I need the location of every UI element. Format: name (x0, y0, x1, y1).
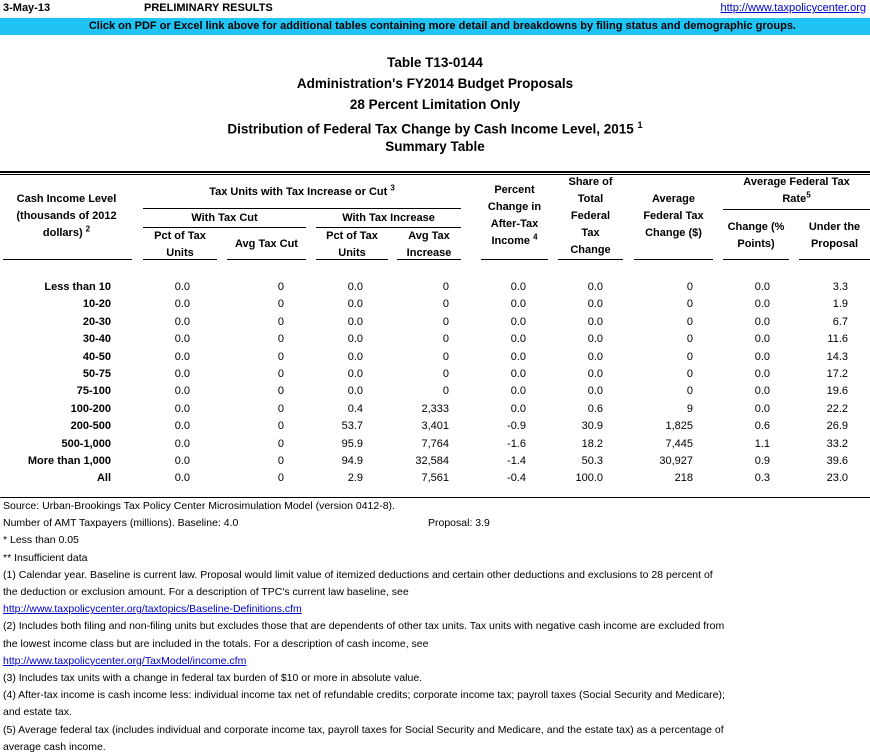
rule-tax-units (143, 208, 461, 209)
col-cut-pct-l1: Pct of Tax (154, 230, 206, 242)
footnote-1-cont: the deduction or exclusion amount. For a description of TPC's current law baseline, see (3, 586, 409, 599)
cell-cut-avg: 0 (277, 368, 284, 380)
cell-cut-pct: 0.0 (174, 402, 190, 415)
rule-inc-pct (316, 259, 388, 260)
col-pct-change-l1: Percent (494, 184, 535, 196)
cell-cut-pct: 0.0 (174, 315, 190, 328)
source-note: Source: Urban-Brookings Tax Policy Center Microsimulation Model (version 0412-8). (3, 500, 395, 512)
cell-pct-change: 0.0 (510, 402, 526, 415)
cell-inc-avg: 0 (442, 368, 449, 380)
table-row (0, 453, 870, 470)
cell-income-level: 20-30 (82, 315, 111, 328)
rule-avg-change (634, 259, 713, 260)
cell-share: 0.6 (587, 402, 603, 415)
table-row (0, 401, 870, 418)
cell-pct-change: 0.0 (510, 385, 526, 398)
cell-inc-avg: 7,561 (421, 472, 449, 485)
col-pct-change-l2: Change in (487, 201, 542, 213)
col-group-with-tax-cut: With Tax Cut (191, 212, 258, 224)
col-pct-change-l4-text: Income (491, 235, 530, 247)
cell-inc-avg: 0 (442, 385, 449, 398)
cell-inc-pct: 0.0 (347, 333, 363, 346)
cell-income-level: 10-20 (82, 298, 111, 311)
col-income-level-l1: Cash Income Level (16, 193, 117, 205)
col-income-level (0, 191, 133, 242)
col-pct-change-l4 (481, 233, 548, 250)
cell-cut-pct: 0.0 (174, 333, 190, 346)
cell-share: 0.0 (587, 385, 603, 398)
cell-pct-change: -0.9 (507, 420, 526, 433)
col-group-tax-units-text: Tax Units with Tax Increase or Cut (209, 186, 388, 198)
cell-income-level: 200-500 (70, 420, 111, 433)
footnote-4-cont: and estate tax. (3, 706, 72, 719)
cell-inc-pct: 0.4 (347, 402, 363, 415)
col-share-l3: Federal (570, 210, 611, 222)
cell-rate-change: 0.0 (754, 368, 770, 380)
cell-cut-avg: 0 (277, 472, 284, 485)
table-row (0, 436, 870, 453)
table-row (0, 279, 870, 296)
title-line-2: Administration's FY2014 Budget Proposals (296, 76, 574, 91)
cell-pct-change: 0.0 (510, 281, 526, 293)
cell-rate-change: 0.0 (754, 350, 770, 363)
cell-inc-avg: 7,764 (421, 437, 449, 450)
table-titles (0, 52, 870, 157)
cell-rate-under: 17.2 (826, 368, 848, 380)
cell-cut-pct: 0.0 (174, 350, 190, 363)
col-rate-under-l2: Proposal (810, 238, 859, 250)
footnote-5-cont: average cash income. (3, 740, 106, 753)
footnote-4: (4) After-tax income is cash income less: individual income tax net of refundable credits; corporate income tax; payroll taxes (Social Security and Medicare); (3, 689, 725, 702)
col-avg-change-l1: Average (651, 193, 695, 205)
cell-avg-change: 0 (686, 368, 693, 380)
cell-avg-change: 0 (686, 281, 693, 293)
col-cut-pct (143, 228, 217, 262)
cell-rate-under: 23.0 (826, 472, 848, 485)
less-than-note: * Less than 0.05 (3, 534, 79, 547)
col-avg-change-l2: Federal Tax (643, 210, 704, 222)
cell-inc-avg: 0 (442, 350, 449, 363)
cell-pct-change: -0.4 (507, 472, 526, 485)
cell-avg-change: 0 (686, 350, 693, 363)
cell-avg-change: 7,445 (665, 437, 693, 450)
cell-cut-pct: 0.0 (174, 437, 190, 450)
cell-rate-change: 0.0 (754, 402, 770, 415)
cell-inc-avg: 0 (442, 298, 449, 311)
footnote-ref: 5 (806, 190, 811, 200)
cell-rate-under: 1.9 (832, 298, 848, 311)
col-avg-change-l3: Change ($) (645, 227, 702, 239)
col-rate-under (799, 219, 870, 253)
cell-share: 0.0 (587, 298, 603, 311)
cell-avg-change: 1,825 (665, 420, 693, 433)
table-row (0, 349, 870, 366)
top-bar (0, 0, 870, 17)
table-row (0, 383, 870, 400)
cell-cut-avg: 0 (277, 298, 284, 311)
cell-rate-under: 33.2 (826, 437, 848, 450)
col-cut-pct-l2: Units (166, 247, 194, 259)
cell-share: 0.0 (587, 315, 603, 328)
cell-inc-avg: 0 (442, 315, 449, 328)
cell-cut-avg: 0 (277, 437, 284, 450)
table-id: Table T13-0144 (387, 55, 483, 70)
col-inc-pct (316, 228, 388, 262)
footnote-ref: 4 (533, 232, 538, 242)
cell-cut-avg: 0 (277, 350, 284, 363)
col-inc-avg-l1: Avg Tax (408, 230, 450, 242)
amt-proposal: Proposal: 3.9 (428, 517, 490, 530)
cell-inc-pct: 0.0 (347, 281, 363, 293)
cell-rate-change: 0.0 (754, 298, 770, 311)
cell-share: 50.3 (581, 455, 603, 467)
col-cut-avg: Avg Tax Cut (235, 238, 298, 250)
cell-inc-avg: 2,333 (421, 402, 449, 415)
footnote-2: (2) Includes both filing and non-filing units but excludes those that are dependents of other tax units. Tax units with negative cash income are excluded from (3, 620, 725, 633)
cell-cut-avg: 0 (277, 315, 284, 328)
col-share-l1: Share of (568, 176, 613, 188)
cell-pct-change: 0.0 (510, 298, 526, 311)
report-date: 3-May-13 (3, 2, 51, 14)
cell-cut-pct: 0.0 (174, 385, 190, 398)
cell-share: 0.0 (587, 333, 603, 346)
cell-share: 0.0 (587, 368, 603, 380)
title-line-4-text: Distribution of Federal Tax Change by Cash Income Level, 2015 (227, 121, 634, 137)
rule-rate-change (723, 259, 789, 260)
rule-share (558, 259, 623, 260)
table-row (0, 314, 870, 331)
insufficient-note: ** Insufficient data (3, 551, 88, 564)
rule-cut-pct (143, 259, 217, 260)
cell-income-level: All (96, 472, 111, 485)
cell-rate-change: 0.0 (754, 385, 770, 398)
title-line-3: 28 Percent Limitation Only (349, 97, 521, 112)
cell-rate-change: 0.0 (754, 315, 770, 328)
cell-inc-pct: 53.7 (341, 420, 363, 433)
col-pct-change (481, 182, 548, 250)
footnote-3: (3) Includes tax units with a change in federal tax burden of $10 or more in absolute value. (3, 672, 423, 685)
cell-inc-pct: 0.0 (347, 315, 363, 328)
col-rate-under-l1: Under the (808, 221, 861, 233)
cell-rate-under: 39.6 (826, 455, 848, 467)
cell-pct-change: 0.0 (510, 350, 526, 363)
cash-income-link[interactable]: http://www.taxpolicycenter.org/TaxModel/income.cfm (3, 654, 247, 667)
cell-pct-change: -1.6 (507, 437, 526, 450)
col-share-l5: Change (570, 244, 611, 256)
cell-inc-avg: 3,401 (421, 420, 449, 433)
col-pct-change-l3: After-Tax (490, 218, 539, 230)
col-avg-change (634, 191, 713, 242)
cell-inc-pct: 0.0 (347, 350, 363, 363)
col-rate-change-l2: Points) (737, 238, 775, 250)
cell-share: 30.9 (581, 420, 603, 433)
cell-rate-under: 19.6 (826, 385, 848, 398)
col-group-with-tax-increase: With Tax Increase (342, 212, 435, 224)
col-group-avg-rate-l1: Average Federal Tax (743, 176, 850, 188)
rule-pct-change (481, 259, 548, 260)
table-row (0, 470, 870, 487)
cell-avg-change: 0 (686, 315, 693, 328)
header-top-rule (0, 171, 870, 173)
cell-rate-under: 3.3 (832, 281, 848, 293)
cell-income-level: 100-200 (70, 402, 111, 415)
table-row (0, 331, 870, 348)
cell-inc-avg: 0 (442, 333, 449, 346)
amt-baseline: Number of AMT Taxpayers (millions). Baseline: 4.0 (3, 517, 239, 530)
cell-avg-change: 0 (686, 385, 693, 398)
cell-cut-pct: 0.0 (174, 455, 190, 467)
title-line-5: Summary Table (385, 139, 485, 154)
rule-avg-rate (723, 209, 870, 210)
cell-cut-avg: 0 (277, 455, 284, 467)
cell-inc-pct: 2.9 (347, 472, 363, 485)
cell-rate-under: 6.7 (832, 315, 848, 328)
cell-share: 100.0 (575, 472, 603, 485)
col-share-l2: Total (577, 193, 604, 205)
cell-share: 0.0 (587, 350, 603, 363)
rule-inc-avg (397, 259, 461, 260)
col-inc-pct-l1: Pct of Tax (326, 230, 378, 242)
preliminary-label: PRELIMINARY RESULTS (144, 2, 273, 14)
cell-pct-change: 0.0 (510, 368, 526, 380)
col-share-l4: Tax (581, 227, 600, 239)
cell-cut-avg: 0 (277, 402, 284, 415)
col-income-level-l3-text: dollars) (42, 227, 83, 239)
cell-cut-avg: 0 (277, 385, 284, 398)
cell-cut-pct: 0.0 (174, 298, 190, 311)
cell-pct-change: 0.0 (510, 315, 526, 328)
col-income-level-l2: (thousands of 2012 (16, 210, 117, 222)
cell-rate-change: 0.6 (754, 420, 770, 433)
table-row (0, 366, 870, 383)
cell-income-level: 40-50 (82, 350, 111, 363)
col-group-tax-units (143, 184, 461, 201)
cell-cut-pct: 0.0 (174, 368, 190, 380)
baseline-definitions-link[interactable]: http://www.taxpolicycenter.org/taxtopics/Baseline-Definitions.cfm (3, 603, 302, 616)
col-inc-pct-l2: Units (338, 247, 366, 259)
col-rate-change-l1: Change (% (727, 221, 785, 233)
col-group-avg-rate (723, 174, 870, 208)
cell-avg-change: 9 (686, 402, 693, 415)
cell-avg-change: 0 (686, 298, 693, 311)
cell-cut-pct: 0.0 (174, 281, 190, 293)
cell-inc-pct: 95.9 (341, 437, 363, 450)
table-row (0, 418, 870, 435)
title-line-4 (0, 115, 870, 136)
footnote-1: (1) Calendar year. Baseline is current law. Proposal would limit value of itemized deductions and certain other deductions and exclusions to 28 percent of (3, 568, 713, 581)
col-group-avg-rate-l2 (723, 191, 870, 208)
table-row (0, 296, 870, 313)
rule-cut-avg (227, 259, 306, 260)
cell-avg-change: 0 (686, 333, 693, 346)
cell-cut-pct: 0.0 (174, 472, 190, 485)
col-rate-change (723, 219, 789, 253)
cell-rate-change: 0.0 (754, 281, 770, 293)
cell-inc-pct: 0.0 (347, 385, 363, 398)
cell-rate-under: 26.9 (826, 420, 848, 433)
cell-inc-avg: 0 (442, 281, 449, 293)
cell-income-level: 50-75 (82, 368, 111, 380)
cell-pct-change: 0.0 (510, 333, 526, 346)
cell-income-level: 30-40 (82, 333, 111, 346)
col-share (558, 174, 623, 259)
rule-income (3, 259, 132, 260)
cell-rate-change: 0.3 (754, 472, 770, 485)
cell-income-level: More than 1,000 (27, 455, 111, 467)
cell-inc-pct: 0.0 (347, 298, 363, 311)
footnote-5: (5) Average federal tax (includes individual and corporate income tax, payroll taxes for Social Security and Medicare, and the estate tax) as a percentage of (3, 723, 724, 736)
cell-rate-change: 0.9 (754, 455, 770, 467)
cell-cut-avg: 0 (277, 333, 284, 346)
footnote-ref: 2 (85, 224, 91, 234)
cell-cut-pct: 0.0 (174, 420, 190, 433)
cell-rate-change: 0.0 (754, 333, 770, 346)
cell-cut-avg: 0 (277, 420, 284, 433)
cell-rate-under: 11.6 (827, 333, 848, 346)
col-inc-avg-l2: Increase (406, 247, 452, 259)
cell-income-level: 75-100 (76, 385, 111, 398)
cell-inc-pct: 0.0 (347, 368, 363, 380)
cell-share: 18.2 (581, 437, 603, 450)
amt-note (3, 515, 868, 532)
col-inc-avg (397, 228, 461, 262)
col-group-avg-rate-l2-text: Rate (782, 193, 807, 205)
cell-share: 0.0 (587, 281, 603, 293)
cell-avg-change: 218 (674, 472, 693, 485)
footnote-2-cont: the lowest income class but are included in the totals. For a description of cash income, see (3, 637, 429, 650)
cell-rate-change: 1.1 (754, 437, 770, 450)
cell-cut-avg: 0 (277, 281, 284, 293)
cell-avg-change: 30,927 (659, 455, 693, 467)
cell-rate-under: 22.2 (826, 402, 848, 415)
footnotes (3, 498, 868, 756)
rule-rate-under (799, 259, 870, 260)
tpc-site-link[interactable]: http://www.taxpolicycenter.org (720, 2, 866, 14)
cell-income-level: Less than 10 (44, 281, 111, 293)
footnote-ref: 3 (390, 183, 395, 193)
cell-income-level: 500-1,000 (61, 437, 111, 450)
info-banner: Click on PDF or Excel link above for additional tables containing more detail and breakdowns by filing status and demographic groups. (0, 18, 870, 35)
col-income-level-l3 (0, 225, 133, 242)
cell-inc-pct: 94.9 (341, 455, 363, 467)
cell-inc-avg: 32,584 (415, 455, 449, 467)
footnote-ref: 1 (637, 120, 643, 130)
cell-rate-under: 14.3 (826, 350, 848, 363)
cell-pct-change: -1.4 (507, 455, 526, 467)
